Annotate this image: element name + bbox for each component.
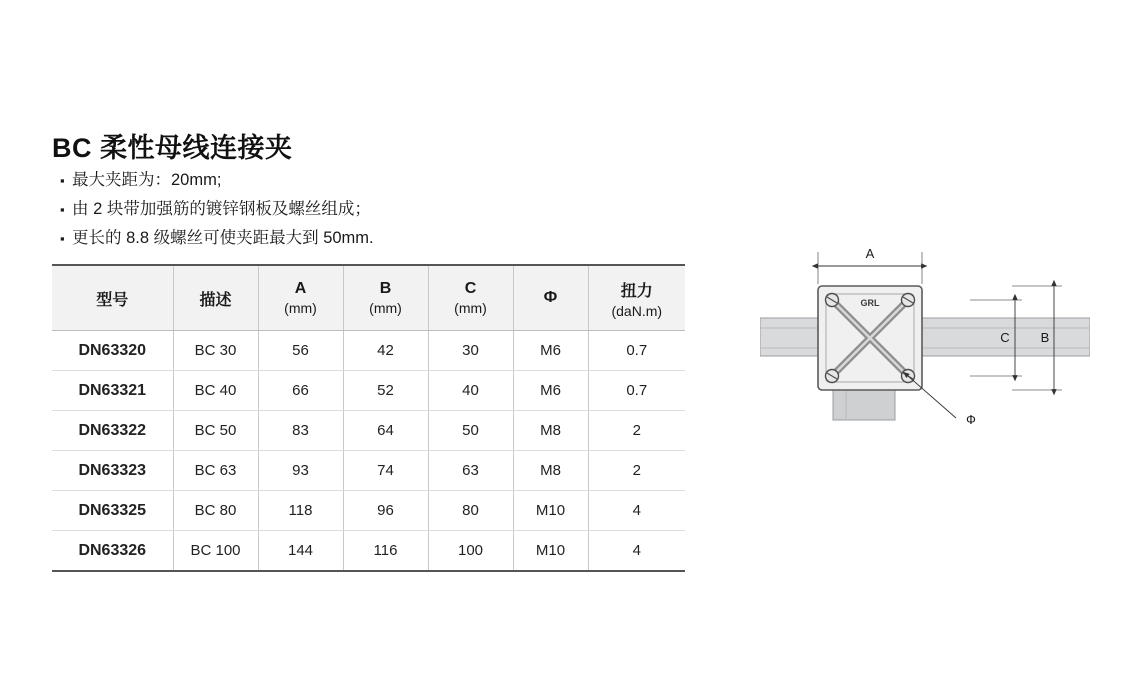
column-header-phi <box>513 265 588 331</box>
specification-table <box>52 264 685 572</box>
cell-b: 116 <box>343 531 428 572</box>
column-header-label: C <box>464 280 477 297</box>
column-header-label: 描述 <box>199 291 232 309</box>
table-row <box>52 491 685 531</box>
cell-c: 100 <box>428 531 513 572</box>
list-item-text: 由 2 块带加强筋的镀锌钢板及螺丝组成； <box>72 200 371 218</box>
cell-model: DN63320 <box>52 331 173 371</box>
cell-c: 63 <box>428 451 513 491</box>
cell-a: 66 <box>258 371 343 411</box>
cell-b: 52 <box>343 371 428 411</box>
dimension-a-label: A <box>865 246 875 261</box>
cell-model: DN63322 <box>52 411 173 451</box>
column-header-c <box>428 265 513 331</box>
column-header-unit: (daN.m) <box>611 302 663 319</box>
cell-torque: 4 <box>588 491 685 531</box>
cell-description: BC 100 <box>173 531 258 572</box>
cell-torque: 0.7 <box>588 331 685 371</box>
column-header-label: Ф <box>543 289 558 306</box>
cell-c: 80 <box>428 491 513 531</box>
bullet-marker-icon: ▪ <box>60 202 65 217</box>
table-row <box>52 411 685 451</box>
column-header-description <box>173 265 258 331</box>
table-row <box>52 371 685 411</box>
cell-torque: 4 <box>588 531 685 572</box>
cell-b: 74 <box>343 451 428 491</box>
column-header-model <box>52 265 173 331</box>
cell-phi: M10 <box>513 491 588 531</box>
brand-label: GRL <box>860 298 880 308</box>
cell-phi: M8 <box>513 411 588 451</box>
table-row <box>52 531 685 572</box>
cell-torque: 2 <box>588 411 685 451</box>
table-body <box>52 331 685 572</box>
column-header-b <box>343 265 428 331</box>
cell-torque: 0.7 <box>588 371 685 411</box>
cell-a: 83 <box>258 411 343 451</box>
table-header <box>52 265 685 331</box>
column-header-torque <box>588 265 685 331</box>
column-header-unit: (mm) <box>369 300 402 316</box>
cell-model: DN63325 <box>52 491 173 531</box>
cell-a: 118 <box>258 491 343 531</box>
list-item-text: 更长的 8.8 级螺丝可使夹距最大到 50mm. <box>72 229 374 247</box>
dimension-c-label: C <box>1000 330 1010 345</box>
table-row <box>52 331 685 371</box>
bullet-marker-icon: ▪ <box>60 173 65 188</box>
cell-description: BC 30 <box>173 331 258 371</box>
cell-b: 96 <box>343 491 428 531</box>
column-header-a <box>258 265 343 331</box>
column-header-unit: (mm) <box>454 300 487 316</box>
cell-model: DN63323 <box>52 451 173 491</box>
cell-description: BC 63 <box>173 451 258 491</box>
cell-c: 50 <box>428 411 513 451</box>
product-technical-drawing <box>760 240 1090 470</box>
drawing-svg <box>760 240 1090 470</box>
cell-phi: M6 <box>513 371 588 411</box>
cell-torque: 2 <box>588 451 685 491</box>
cell-phi: M8 <box>513 451 588 491</box>
column-header-unit: (mm) <box>284 300 317 316</box>
cell-model: DN63321 <box>52 371 173 411</box>
dimension-b-label: B <box>1040 330 1050 345</box>
cell-phi: M10 <box>513 531 588 572</box>
cell-description: BC 40 <box>173 371 258 411</box>
dimension-a <box>818 246 922 284</box>
cell-b: 42 <box>343 331 428 371</box>
list-item <box>60 224 680 253</box>
page-title: BC 柔性母线连接夹 <box>52 133 293 164</box>
cell-a: 56 <box>258 331 343 371</box>
table-header-row <box>52 265 685 331</box>
list-item <box>60 195 680 224</box>
column-header-label: 型号 <box>96 291 129 309</box>
cell-phi: M6 <box>513 331 588 371</box>
feature-list <box>60 166 680 253</box>
table-row <box>52 451 685 491</box>
cell-c: 30 <box>428 331 513 371</box>
column-header-label: B <box>379 280 392 297</box>
cell-description: BC 50 <box>173 411 258 451</box>
column-header-label: 扭力 <box>620 282 653 300</box>
cell-b: 64 <box>343 411 428 451</box>
list-item <box>60 166 680 195</box>
list-item-text: 最大夹距为：20mm; <box>72 171 222 189</box>
dimension-phi-label: Ф <box>966 412 976 427</box>
cell-a: 93 <box>258 451 343 491</box>
bullet-marker-icon: ▪ <box>60 231 65 246</box>
column-header-label: A <box>294 280 307 297</box>
cell-description: BC 80 <box>173 491 258 531</box>
cell-c: 40 <box>428 371 513 411</box>
cell-a: 144 <box>258 531 343 572</box>
cell-model: DN63326 <box>52 531 173 572</box>
